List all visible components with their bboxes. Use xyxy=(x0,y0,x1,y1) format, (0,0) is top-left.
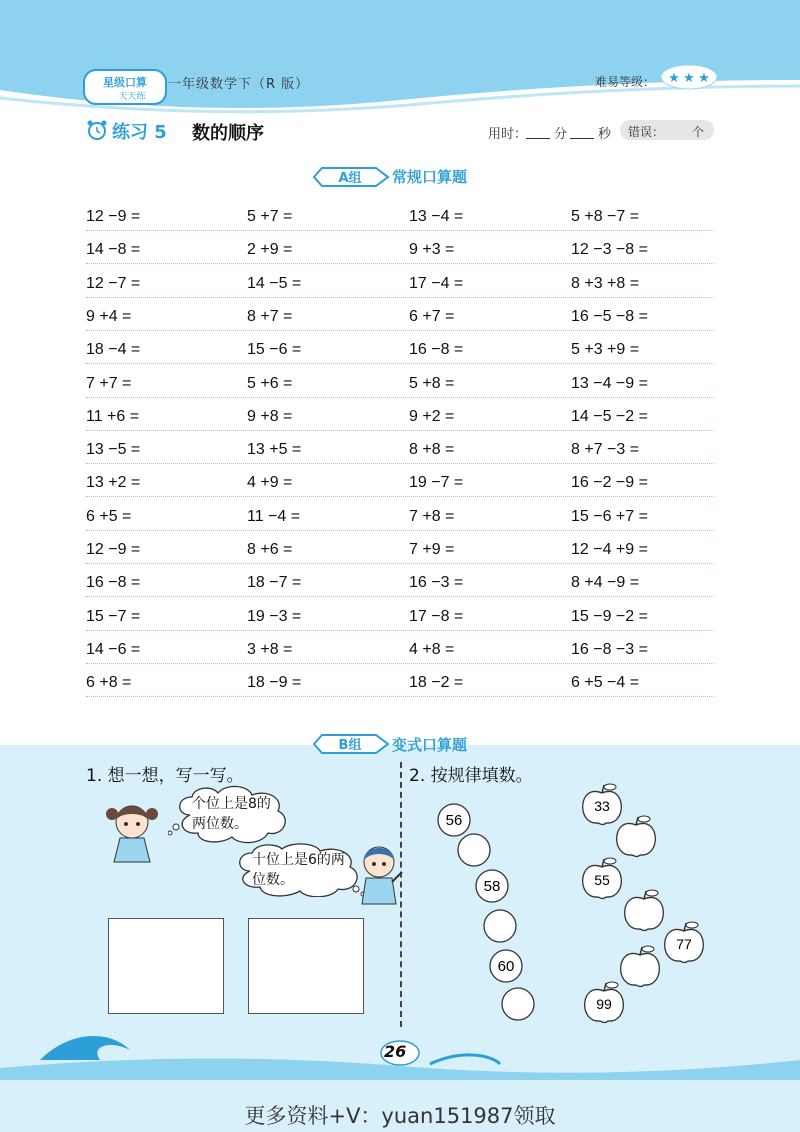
problem-9-4: 16 −2 −9 = xyxy=(571,474,648,492)
svg-text:A组: A组 xyxy=(338,171,362,186)
difficulty-stars-icon xyxy=(660,64,718,90)
chain-number-5: 60 xyxy=(497,958,515,975)
problem-3-1: 12 −7 = xyxy=(86,274,141,292)
problem-13-3: 17 −8 = xyxy=(409,607,464,625)
apple-icon[interactable] xyxy=(621,946,660,987)
problem-4-2: 8 +7 = xyxy=(247,307,293,325)
problem-1-4: 5 +8 −7 = xyxy=(571,208,640,225)
star-icon: ★ xyxy=(668,71,680,86)
group-a-title: 常规口算题 xyxy=(392,168,468,186)
group-b-badge xyxy=(312,733,390,755)
number-chain xyxy=(430,790,540,1030)
bubble-1-text: 个位上是8的两位数。 xyxy=(192,796,271,832)
problem-10-1: 6 +5 = xyxy=(86,507,132,525)
boy-character-icon xyxy=(354,842,404,906)
answer-box-1[interactable] xyxy=(108,918,224,1014)
row-divider xyxy=(86,230,714,231)
row-divider xyxy=(86,496,714,497)
problem-3-3: 17 −4 = xyxy=(409,274,464,292)
row-divider xyxy=(86,463,714,464)
problem-14-3: 4 +8 = xyxy=(409,640,455,658)
row-divider xyxy=(86,696,714,697)
problem-8-1: 13 −5 = xyxy=(86,441,141,459)
problem-4-4: 16 −5 −8 = xyxy=(571,307,648,325)
problem-1-2: 5 +7 = xyxy=(247,208,293,225)
problem-12-1: 16 −8 = xyxy=(86,574,141,592)
group-b-title: 变式口算题 xyxy=(392,736,468,754)
row-divider xyxy=(86,663,714,664)
row-divider xyxy=(86,397,714,398)
error-unit: 个 xyxy=(692,125,705,139)
svg-text:星级口算: 星级口算 xyxy=(103,76,147,89)
chain-number-3: 58 xyxy=(483,878,501,895)
page-number: 26 xyxy=(384,1042,407,1061)
problem-2-4: 12 −3 −8 = xyxy=(571,241,648,259)
problem-4-1: 9 +4 = xyxy=(86,307,132,325)
minutes-label: 分 xyxy=(554,127,568,142)
problem-6-1: 7 +7 = xyxy=(86,374,132,392)
apple-number: 33 xyxy=(594,798,610,814)
problem-11-3: 7 +9 = xyxy=(409,541,455,558)
problem-5-3: 16 −8 = xyxy=(409,341,464,359)
apple-icon[interactable] xyxy=(617,816,656,857)
answer-box-2[interactable] xyxy=(248,918,364,1014)
apple-number: 99 xyxy=(596,996,612,1012)
problem-5-4: 5 +3 +9 = xyxy=(571,341,640,359)
problem-2-2: 2 +9 = xyxy=(247,241,293,259)
apple-number: 55 xyxy=(594,872,610,888)
problem-12-2: 18 −7 = xyxy=(247,574,302,592)
problem-13-4: 15 −9 −2 = xyxy=(571,607,648,625)
row-divider xyxy=(86,430,714,431)
seconds-blank[interactable] xyxy=(570,138,594,139)
problem-15-4: 6 +5 −4 = xyxy=(571,674,640,692)
problem-11-2: 8 +6 = xyxy=(247,541,293,558)
problem-13-2: 19 −3 = xyxy=(247,607,302,625)
problem-8-3: 8 +8 = xyxy=(409,441,455,459)
minutes-blank[interactable] xyxy=(526,138,550,139)
chain-circle-4[interactable] xyxy=(484,910,516,942)
problem-15-2: 18 −9 = xyxy=(247,674,302,692)
group-a-badge xyxy=(312,166,390,188)
girl-character-icon xyxy=(104,800,160,866)
problem-10-2: 11 −4 = xyxy=(247,507,301,525)
brand-logo xyxy=(80,66,170,108)
apple-icon[interactable] xyxy=(625,890,664,931)
problem-14-4: 16 −8 −3 = xyxy=(571,640,648,658)
apple-number: 77 xyxy=(676,936,692,952)
star-icon: ★ xyxy=(683,71,695,86)
row-divider xyxy=(86,330,714,331)
problem-12-4: 8 +4 −9 = xyxy=(571,574,640,592)
svg-text:天天练: 天天练 xyxy=(118,92,146,102)
bubble-2-text: 十位上是6的两位数。 xyxy=(252,852,345,888)
difficulty-label: 难易等级： xyxy=(595,75,656,89)
row-divider xyxy=(86,630,714,631)
problem-11-1: 12 −9 = xyxy=(86,541,141,558)
problem-15-3: 18 −2 = xyxy=(409,674,464,692)
exercise-number: 练习 5 xyxy=(112,122,167,143)
star-icon: ★ xyxy=(698,71,710,86)
problem-6-2: 5 +6 = xyxy=(247,374,293,392)
problem-7-2: 9 +8 = xyxy=(247,407,293,425)
row-divider xyxy=(86,297,714,298)
row-divider xyxy=(86,596,714,597)
alarm-clock-icon xyxy=(86,119,108,141)
problem-5-1: 18 −4 = xyxy=(86,341,141,359)
row-divider xyxy=(86,263,714,264)
seconds-label: 秒 xyxy=(598,127,612,142)
problem-7-4: 14 −5 −2 = xyxy=(571,407,648,425)
problem-11-4: 12 −4 +9 = xyxy=(571,541,648,558)
problem-1-3: 13 −4 = xyxy=(409,208,464,225)
problem-10-3: 7 +8 = xyxy=(409,507,455,525)
problem-14-2: 3 +8 = xyxy=(247,640,293,658)
row-divider xyxy=(86,530,714,531)
error-label: 错误： xyxy=(628,125,665,139)
problem-3-2: 14 −5 = xyxy=(247,274,302,292)
svg-text:B组: B组 xyxy=(338,738,362,753)
watermark-text: 更多资料+V：yuan151987领取 xyxy=(244,1104,556,1128)
problem-15-1: 6 +8 = xyxy=(86,674,132,692)
problem-8-4: 8 +7 −3 = xyxy=(571,441,640,459)
apple-sequence xyxy=(570,775,720,1025)
row-divider xyxy=(86,563,714,564)
problem-10-4: 15 −6 +7 = xyxy=(571,507,648,525)
problem-4-3: 6 +7 = xyxy=(409,307,455,325)
problem-9-1: 13 +2 = xyxy=(86,474,141,492)
problem-2-1: 14 −8 = xyxy=(86,241,141,259)
problem-13-1: 15 −7 = xyxy=(86,607,141,625)
problem-12-3: 16 −3 = xyxy=(409,574,464,592)
subject-label: 一年级数学下（R 版） xyxy=(168,77,310,92)
row-divider xyxy=(86,363,714,364)
problem-5-2: 15 −6 = xyxy=(247,341,302,359)
problem-14-1: 14 −6 = xyxy=(86,640,141,658)
problem-2-3: 9 +3 = xyxy=(409,241,455,259)
chain-circle-6[interactable] xyxy=(502,988,534,1020)
problem-7-1: 11 +6 = xyxy=(86,407,140,425)
page-title: 数的顺序 xyxy=(192,123,264,144)
chain-circle-2[interactable] xyxy=(458,834,490,866)
chain-number-1: 56 xyxy=(445,812,463,829)
problem-9-2: 4 +9 = xyxy=(247,474,293,492)
question-2-text: 2. 按规律填数。 xyxy=(409,766,533,786)
problem-7-3: 9 +2 = xyxy=(409,407,455,425)
problem-8-2: 13 +5 = xyxy=(247,441,302,459)
problem-3-4: 8 +3 +8 = xyxy=(571,274,640,292)
problem-9-3: 19 −7 = xyxy=(409,474,464,492)
problem-6-4: 13 −4 −9 = xyxy=(571,374,648,392)
problem-1-1: 12 −9 = xyxy=(86,208,141,225)
question-1-text: 1. 想一想，写一写。 xyxy=(86,766,244,786)
problem-6-3: 5 +8 = xyxy=(409,374,455,392)
time-label: 用时： xyxy=(488,127,528,142)
